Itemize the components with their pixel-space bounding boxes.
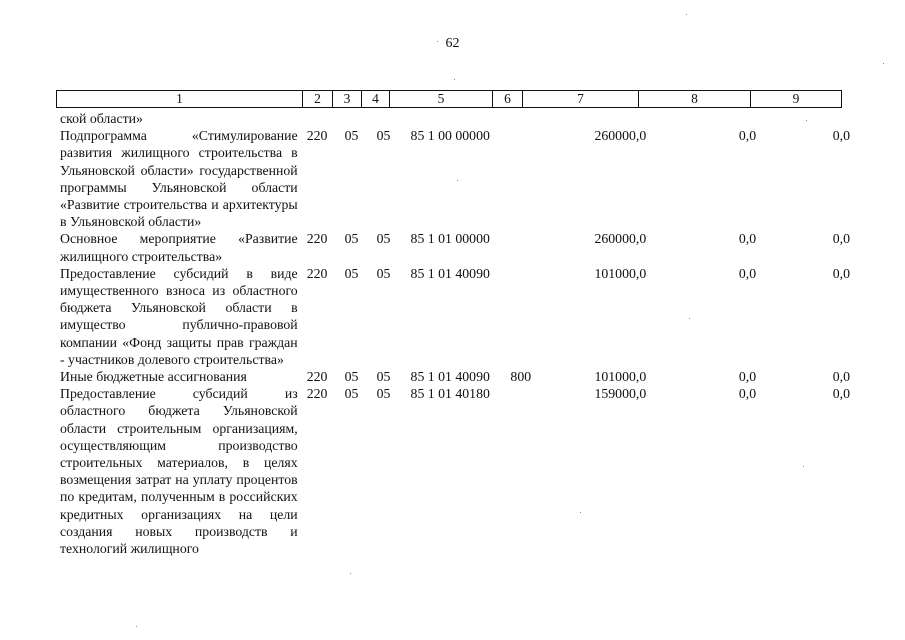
column-header-8: 8: [639, 91, 751, 107]
scan-speck: [580, 512, 581, 513]
row-subsection-code: 05: [376, 128, 391, 144]
row-expense-type: 800: [510, 369, 532, 385]
row-target-code: 85 1 01 40090: [410, 369, 490, 385]
row-amount-3: 0,0: [832, 231, 850, 247]
scan-speck: [689, 318, 690, 319]
row-ministry-code: 220: [306, 386, 328, 402]
row-ministry-code: 220: [306, 128, 328, 144]
page-number: 62: [445, 36, 460, 51]
scan-speck: [686, 14, 687, 15]
row-amount-3: 0,0: [832, 386, 850, 402]
continuation-row: [60, 110, 850, 127]
row-section-code: 05: [344, 231, 359, 247]
row-amount-2: 0,0: [738, 231, 757, 247]
table-row: [60, 127, 850, 230]
budget-table-body: [60, 110, 850, 557]
column-header-5: 5: [390, 91, 493, 107]
row-ministry-code: 220: [306, 369, 328, 385]
row-name: Основное мероприятие «Развитие жилищного строительства»: [60, 231, 298, 264]
column-header-1: 1: [57, 91, 303, 107]
row-ministry-code: 220: [306, 265, 328, 281]
row-target-code: 85 1 01 40090: [410, 265, 490, 281]
column-header-2: 2: [303, 91, 333, 107]
scan-speck: [457, 180, 458, 181]
column-header-6: 6: [493, 91, 523, 107]
scan-speck: [437, 41, 438, 42]
column-header-9: 9: [792, 91, 800, 106]
row-section-code: 05: [344, 265, 359, 281]
row-subsection-code: 05: [376, 369, 391, 385]
row-target-code: 85 1 01 00000: [410, 231, 490, 247]
row-amount: 260000,0: [594, 128, 647, 144]
column-header-row: [56, 90, 842, 108]
row-amount-3: 0,0: [832, 265, 850, 281]
continuation-text: ской области»: [60, 111, 143, 126]
row-target-code: 85 1 00 00000: [410, 128, 490, 144]
row-amount: 260000,0: [594, 231, 647, 247]
table-row: [60, 230, 850, 264]
row-amount-3: 0,0: [832, 128, 850, 144]
row-amount-2: 0,0: [738, 369, 757, 385]
scan-speck: [136, 626, 137, 627]
scan-speck: [806, 120, 807, 121]
row-amount: 101000,0: [594, 369, 647, 385]
row-target-code: 85 1 01 40180: [410, 386, 490, 402]
row-amount-2: 0,0: [738, 128, 757, 144]
table-row: [60, 265, 850, 368]
scan-speck: [454, 79, 455, 80]
row-name: Подпрограмма «Стимулирование развития жилищного строительства в Ульяновской области» государственной программы Ульяновской области «Развитие строительства и архитектуры в Ульяновской области»: [60, 128, 298, 230]
row-ministry-code: 220: [306, 231, 328, 247]
row-section-code: 05: [344, 128, 359, 144]
scan-speck: [883, 63, 884, 64]
row-amount-3: 0,0: [832, 369, 850, 385]
column-header-3: 3: [333, 91, 362, 107]
table-row: [60, 368, 850, 385]
scan-speck: [803, 466, 804, 467]
row-amount-2: 0,0: [738, 386, 757, 402]
table-row: [60, 385, 850, 557]
row-subsection-code: 05: [376, 386, 391, 402]
row-name: Иные бюджетные ассигнования: [60, 369, 247, 385]
column-header-4: 4: [362, 91, 390, 107]
row-name: Предоставление субсидий в виде имущественного взноса из областного бюджета Ульяновской области в имущество публично-правовой компании «Фонд защиты прав граждан - участников долевого строительства»: [60, 265, 298, 367]
column-header-7: 7: [523, 91, 639, 107]
row-subsection-code: 05: [376, 231, 391, 247]
row-amount-2: 0,0: [738, 265, 757, 281]
scan-speck: [350, 573, 351, 574]
row-subsection-code: 05: [376, 265, 391, 281]
row-amount: 159000,0: [594, 386, 647, 402]
row-section-code: 05: [344, 369, 359, 385]
row-amount: 101000,0: [594, 265, 647, 281]
row-name: Предоставление субсидий из областного бюджета Ульяновской области строительным организациям, осуществляющим производство строительных материалов, в целях возмещения затрат на уплату процентов по кредитам, полученным в российских кредитных организациях на цели создания новых производств и технологий жилищного: [60, 386, 298, 557]
row-section-code: 05: [344, 386, 359, 402]
